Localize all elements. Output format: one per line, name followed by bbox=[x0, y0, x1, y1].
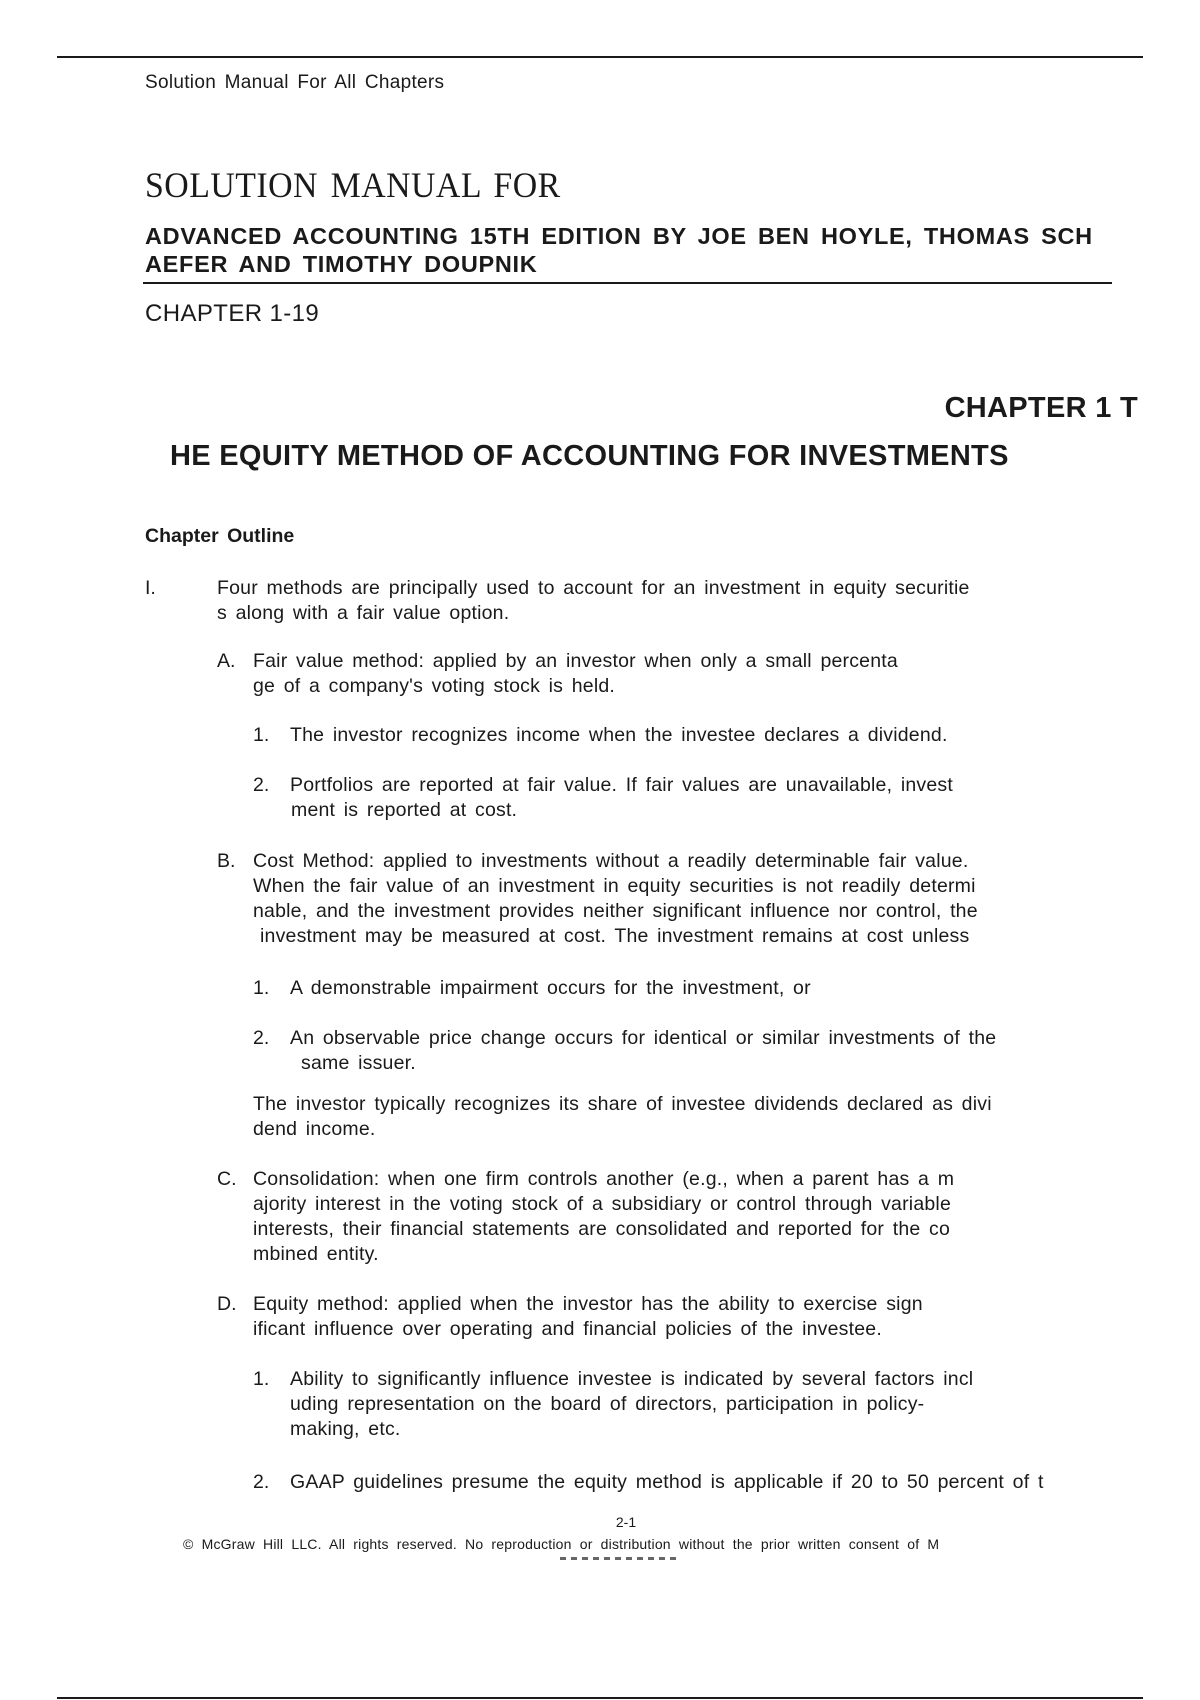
outline-marker: 1. bbox=[253, 977, 270, 999]
outline-marker: 1. bbox=[253, 724, 270, 746]
outline-item-D-2 bbox=[290, 1470, 1044, 1495]
outline-marker: 2. bbox=[253, 1027, 270, 1049]
outline-marker: B. bbox=[217, 850, 236, 872]
outline-text: uding representation on the board of directors, participation in policy- bbox=[290, 1393, 925, 1415]
outline-item-B-1 bbox=[290, 976, 811, 1001]
outline-text: ment is reported at cost. bbox=[291, 799, 518, 821]
outline-text: A demonstrable impairment occurs for the investment, or bbox=[290, 977, 811, 999]
outline-text: making, etc. bbox=[290, 1418, 401, 1440]
outline-marker: 2. bbox=[253, 1471, 270, 1493]
outline-item-A-1 bbox=[290, 723, 948, 748]
outline-item-D bbox=[253, 1292, 923, 1342]
bottom-rule bbox=[57, 1697, 1143, 1699]
outline-item-D-1 bbox=[290, 1367, 973, 1442]
chapter-range: CHAPTER 1-19 bbox=[145, 300, 320, 327]
chapter-heading: CHAPTER 1 T bbox=[944, 392, 1138, 424]
outline-text: ificant influence over operating and financial policies of the investee. bbox=[253, 1318, 882, 1340]
document-title: SOLUTION MANUAL FOR bbox=[145, 165, 561, 205]
outline-text: An observable price change occurs for identical or similar investments of the bbox=[290, 1027, 997, 1049]
outline-marker: A. bbox=[217, 650, 236, 672]
outline-marker: D. bbox=[217, 1293, 237, 1315]
outline-text: Portfolios are reported at fair value. If fair values are unavailable, invest bbox=[290, 774, 953, 796]
outline-item-B bbox=[253, 849, 978, 949]
outline-item-I bbox=[217, 576, 970, 626]
outline-item-C bbox=[253, 1167, 954, 1267]
outline-text: dend income. bbox=[253, 1118, 376, 1140]
outline-text: When the fair value of an investment in equity securities is not readily determi bbox=[253, 875, 976, 897]
chapter-outline-label: Chapter Outline bbox=[145, 525, 295, 547]
outline-text: The investor recognizes income when the investee declares a dividend. bbox=[290, 724, 948, 746]
outline-text: Fair value method: applied by an investor when only a small percenta bbox=[253, 650, 898, 672]
outline-text: ajority interest in the voting stock of a subsidiary or control through variable bbox=[253, 1193, 951, 1215]
outline-text: s along with a fair value option. bbox=[217, 602, 510, 624]
outline-item-A-2 bbox=[290, 773, 953, 823]
page-number: 2-1 bbox=[615, 1514, 637, 1530]
top-rule bbox=[57, 56, 1143, 58]
outline-text: GAAP guidelines presume the equity method is applicable if 20 to 50 percent of t bbox=[290, 1471, 1044, 1493]
outline-marker: 1. bbox=[253, 1368, 270, 1390]
outline-text: same issuer. bbox=[301, 1052, 416, 1074]
outline-note-B bbox=[253, 1092, 992, 1142]
outline-text: interests, their financial statements are consolidated and reported for the co bbox=[253, 1218, 951, 1240]
title-rule bbox=[143, 282, 1112, 284]
outline-marker: C. bbox=[217, 1168, 237, 1190]
outline-marker: I. bbox=[145, 577, 156, 599]
outline-text: ge of a company's voting stock is held. bbox=[253, 675, 616, 697]
outline-text: Equity method: applied when the investor has the ability to exercise sign bbox=[253, 1293, 923, 1315]
outline-text: Four methods are principally used to account for an investment in equity securitie bbox=[217, 577, 970, 599]
outline-marker: 2. bbox=[253, 774, 270, 796]
copyright-notice: © McGraw Hill LLC. All rights reserved. No reproduction or distribution without the prior written consent of M bbox=[183, 1536, 940, 1552]
chapter-heading: HE EQUITY METHOD OF ACCOUNTING FOR INVESTMENTS bbox=[170, 440, 1009, 472]
outline-text: investment may be measured at cost. The investment remains at cost unless bbox=[260, 925, 970, 947]
clipped-footer-line bbox=[560, 1556, 680, 1561]
book-title bbox=[145, 222, 1145, 278]
outline-text: The investor typically recognizes its share of investee dividends declared as divi bbox=[253, 1093, 992, 1115]
book-title-line: AEFER AND TIMOTHY DOUPNIK bbox=[145, 251, 538, 277]
outline-text: Consolidation: when one firm controls another (e.g., when a parent has a m bbox=[253, 1168, 955, 1190]
book-title-line: ADVANCED ACCOUNTING 15TH EDITION BY JOE BEN HOYLE, THOMAS SCH bbox=[145, 223, 1093, 249]
outline-text: Ability to significantly influence investee is indicated by several factors incl bbox=[290, 1368, 974, 1390]
outline-item-A bbox=[253, 649, 898, 699]
outline-item-B-2 bbox=[290, 1026, 996, 1076]
outline-text: nable, and the investment provides neither significant influence nor control, the bbox=[253, 900, 978, 922]
outline-text: mbined entity. bbox=[253, 1243, 379, 1265]
running-header: Solution Manual For All Chapters bbox=[145, 72, 445, 93]
outline-text: Cost Method: applied to investments without a readily determinable fair value. bbox=[253, 850, 969, 872]
